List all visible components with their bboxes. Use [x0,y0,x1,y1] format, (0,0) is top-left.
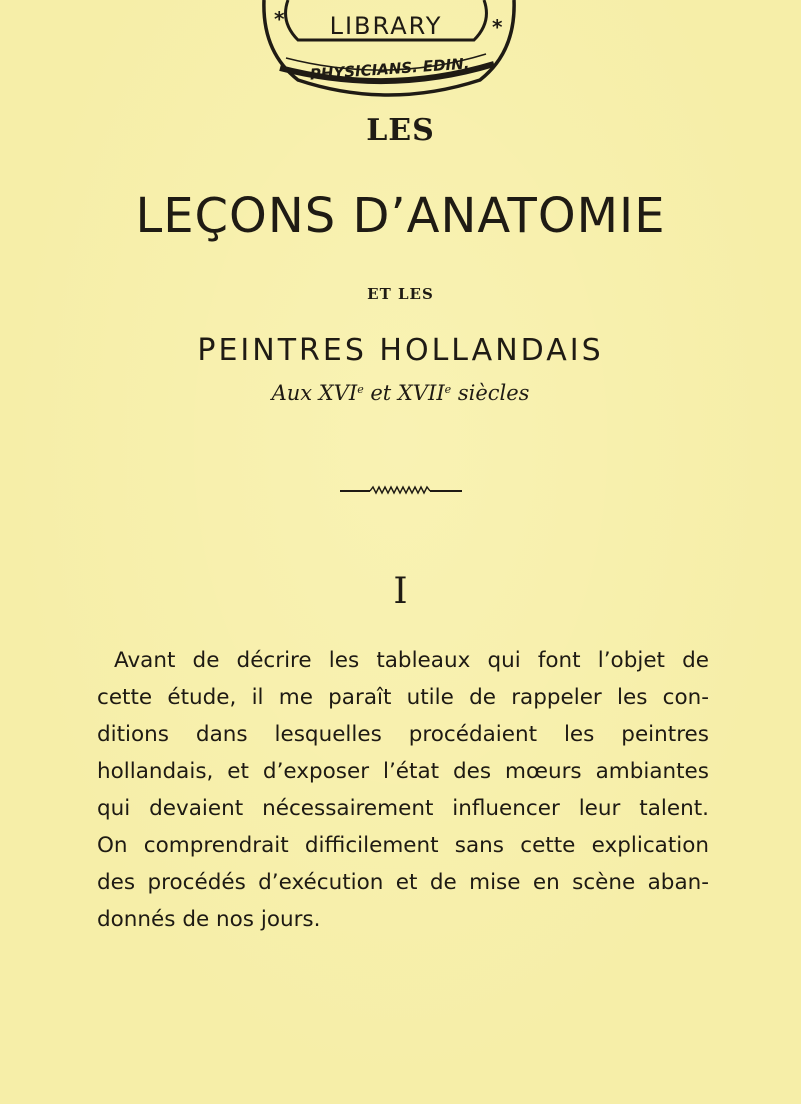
paragraph-line-5: qui devaient nécessairement influencer leur talent. [97,796,709,821]
title-et-les: ET LES [367,285,434,303]
stamp-star-right: * [492,15,503,39]
centuries-sup-2: e [444,383,452,396]
paragraph-line-7: des procédés d’exécution et de mise en scène aban- [97,870,709,895]
library-stamp [258,0,520,104]
paragraph-line-1: Avant de décrire les tableaux qui font l’objet de [114,648,709,673]
paragraph-line-6: On comprendrait difficilement sans cette explication [97,833,709,858]
subtitle: PEINTRES HOLLANDAIS [197,333,604,368]
centuries-aux: Aux XVI [271,381,358,405]
stamp-star-left: * [274,7,285,31]
chapter-number: I [393,571,408,612]
paragraph-line-8: donnés de nos jours. [97,907,321,932]
centuries-siecles: siècles [451,381,530,405]
centuries-sup-1: e [357,383,364,396]
chapter-paragraph [97,642,709,938]
library-stamp-seal [258,0,520,104]
stamp-bottom-text: PHYSICIANS. EDIN. [309,54,470,84]
paragraph-line-4: hollandais, et d’exposer l’état des mœurs ambiantes [97,759,709,784]
title-les: LES [366,113,435,148]
centuries-et: et XVII [363,381,445,405]
main-title: LEÇONS D’ANATOMIE [135,188,666,244]
paragraph-line-3: ditions dans lesquelles procédaient les peintres [97,722,709,747]
paragraph-line-2: cette étude, il me paraît utile de rappeler les con- [97,685,709,710]
ornamental-divider [340,482,462,498]
centuries-line [0,381,801,405]
stamp-top-text: LIBRARY [329,12,443,40]
